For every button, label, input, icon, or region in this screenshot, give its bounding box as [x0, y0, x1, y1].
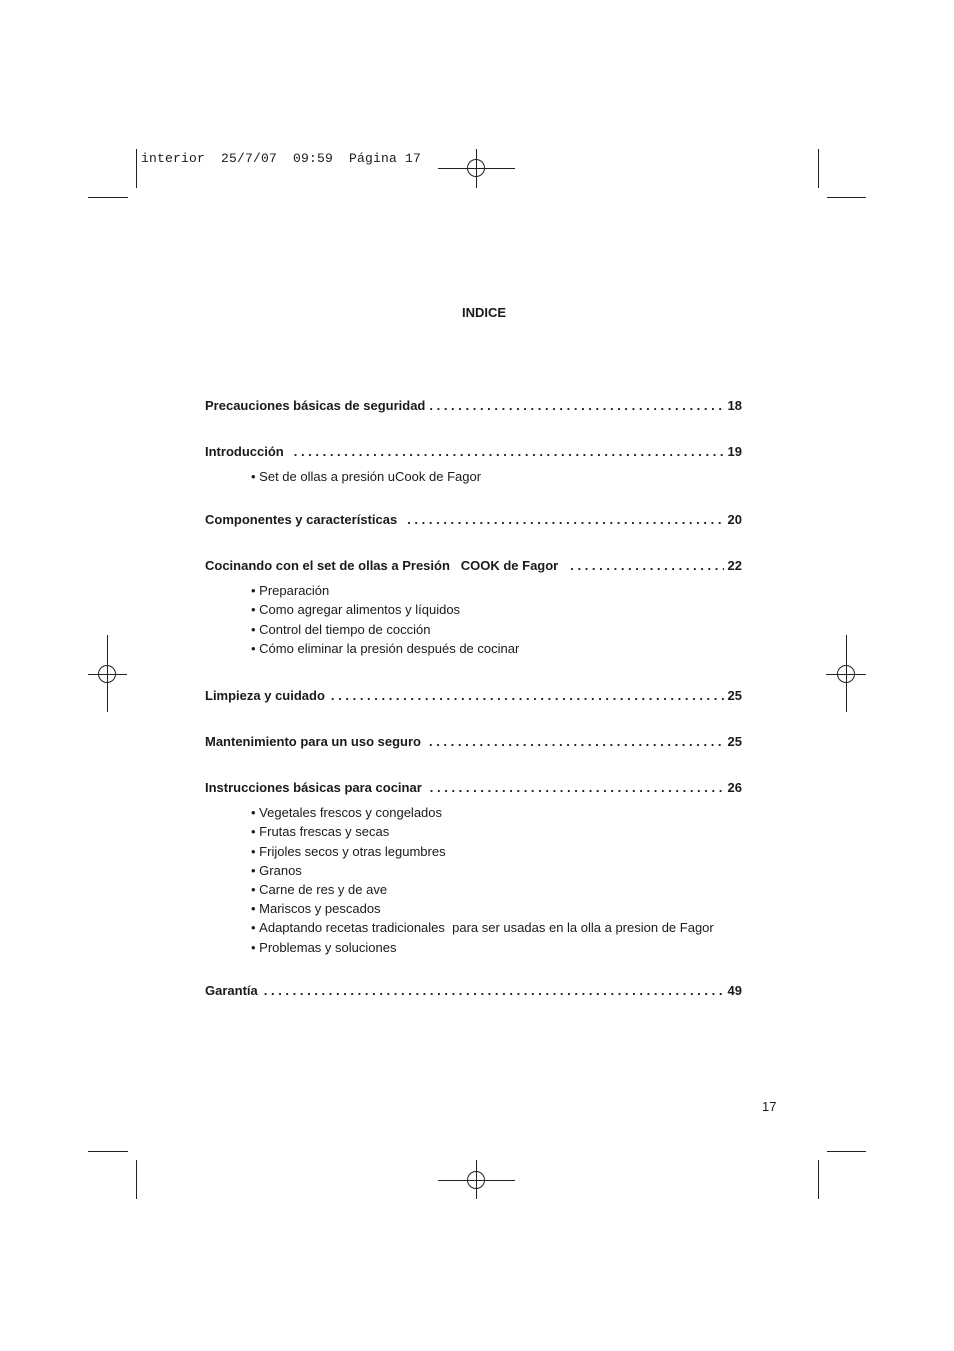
- crop-mark-top-right-v: [818, 149, 819, 188]
- toc-leader-dots: [429, 398, 723, 414]
- toc-entry-page: 49: [727, 983, 742, 998]
- toc-entry-page: 26: [727, 780, 742, 795]
- toc-sub-item[interactable]: • Como agregar alimentos y líquidos: [251, 602, 460, 618]
- toc-entry[interactable]: [205, 558, 742, 574]
- toc-entry[interactable]: [205, 983, 742, 999]
- toc-entry-page: 25: [727, 734, 742, 749]
- toc-sub-item[interactable]: • Carne de res y de ave: [251, 882, 387, 898]
- toc-entry-page: 25: [727, 688, 742, 703]
- toc-entry[interactable]: [205, 444, 742, 460]
- toc-entry-label: Cocinando con el set de ollas a Presión COOK de Fagor: [205, 558, 559, 573]
- toc-entry[interactable]: [205, 688, 742, 704]
- toc-entry[interactable]: [205, 398, 742, 414]
- crop-mark-bottom-right-h: [827, 1151, 866, 1152]
- toc-sub-item[interactable]: • Problemas y soluciones: [251, 940, 396, 956]
- toc-sub-item[interactable]: • Adaptando recetas tradicionales para ser usadas en la olla a presion de Fagor: [251, 920, 714, 936]
- toc-sub-item[interactable]: • Frutas frescas y secas: [251, 824, 389, 840]
- toc-entry-label: Introducción: [205, 444, 284, 459]
- toc-leader-dots: [430, 780, 724, 796]
- crop-mark-bottom-right-v: [818, 1160, 819, 1199]
- toc-leader-dots: [294, 444, 724, 460]
- toc-entry-label: Limpieza y cuidado: [205, 688, 325, 703]
- crop-mark-top-left-v: [136, 149, 137, 188]
- toc-entry-page: 22: [727, 558, 742, 573]
- toc-sub-item[interactable]: • Set de ollas a presión uCook de Fagor: [251, 469, 481, 485]
- toc-sub-item[interactable]: • Frijoles secos y otras legumbres: [251, 844, 446, 860]
- toc-entry-label: Garantía: [205, 983, 258, 998]
- toc-sub-item[interactable]: • Cómo eliminar la presión después de cocinar: [251, 641, 519, 657]
- toc-entry-label: Componentes y características: [205, 512, 398, 527]
- toc-entry-page: 19: [727, 444, 742, 459]
- crop-mark-bottom-left-h: [88, 1151, 128, 1152]
- toc-entry-label: Instrucciones básicas para cocinar: [205, 780, 422, 795]
- print-slug: interior 25/7/07 09:59 Página 17: [141, 151, 422, 166]
- toc-entry[interactable]: [205, 780, 742, 796]
- toc-sub-item[interactable]: • Control del tiempo de cocción: [251, 622, 430, 638]
- toc-leader-dots: [407, 512, 723, 528]
- toc-leader-dots: [570, 558, 723, 574]
- toc-sub-item[interactable]: • Mariscos y pescados: [251, 901, 381, 917]
- toc-sub-item[interactable]: • Preparación: [251, 583, 329, 599]
- toc-entry[interactable]: [205, 512, 742, 528]
- toc-leader-dots: [264, 983, 724, 999]
- toc-leader-dots: [331, 688, 724, 704]
- toc-entry-label: Mantenimiento para un uso seguro: [205, 734, 421, 749]
- toc-entry[interactable]: [205, 734, 742, 750]
- crop-mark-top-right-h: [827, 197, 866, 198]
- crop-mark-top-left-h: [88, 197, 128, 198]
- toc-leader-dots: [429, 734, 724, 750]
- index-title: INDICE: [461, 305, 507, 320]
- crop-mark-bottom-left-v: [136, 1160, 137, 1199]
- toc-entry-page: 18: [727, 398, 742, 413]
- toc-sub-item[interactable]: • Granos: [251, 863, 302, 879]
- toc-entry-label: Precauciones básicas de seguridad: [205, 398, 426, 413]
- page-number: 17: [762, 1099, 777, 1114]
- toc-entry-page: 20: [727, 512, 742, 527]
- toc-sub-item[interactable]: • Vegetales frescos y congelados: [251, 805, 442, 821]
